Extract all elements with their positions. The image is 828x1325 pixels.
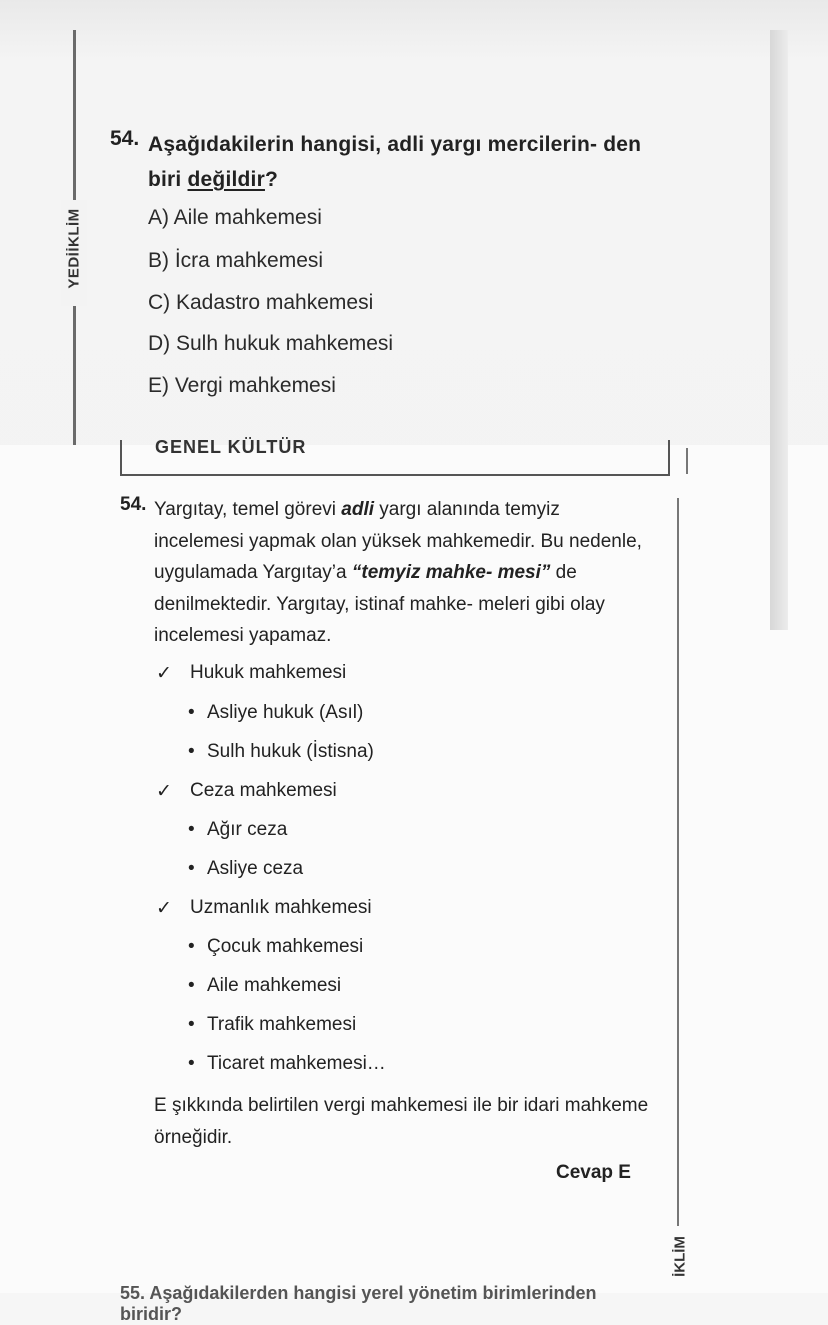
brand-side-label: YEDİİKLİM: [61, 200, 87, 306]
next-question-cutoff: 55. Aşağıdakilerden hangisi yerel yönetim birimlerinden biridir?: [120, 1283, 597, 1324]
option-b: B) İcra mahkemesi: [148, 249, 324, 272]
list-item: Sulh hukuk (İstisna): [207, 741, 374, 762]
option-d: D) Sulh hukuk mahkemesi: [148, 332, 394, 355]
section-header-box: [120, 440, 670, 476]
list-item: Asliye ceza: [207, 858, 304, 879]
option-c: C) Kadastro mahkemesi: [148, 291, 374, 314]
question-text: Aşağıdakilerin hangisi, adli yargı mercilerin- den biri değildir?: [148, 133, 642, 191]
underlined-word: değildir: [187, 168, 265, 191]
bullet-icon: •: [188, 819, 195, 840]
group-title: Hukuk mahkemesi: [190, 662, 347, 683]
list-item: Çocuk mahkemesi: [207, 936, 364, 957]
bullet-icon: •: [188, 975, 195, 996]
list-item: Trafik mahkemesi: [207, 1014, 357, 1035]
answer-number: 54.: [120, 494, 147, 515]
list-item: Ağır ceza: [207, 819, 288, 840]
option-a: A) Aile mahkemesi: [148, 206, 322, 229]
check-icon: ✓: [156, 663, 172, 684]
bullet-icon: •: [188, 1014, 195, 1035]
answer-margin-rule: [677, 498, 679, 1226]
list-item: Ticaret mahkemesi…: [207, 1053, 386, 1074]
page-edge-strip: [770, 30, 788, 630]
answer-label: Cevap E: [556, 1162, 631, 1183]
bullet-icon: •: [188, 936, 195, 957]
question-number: 54.: [110, 127, 140, 150]
group-title: Uzmanlık mahkemesi: [190, 897, 372, 918]
group-title: Ceza mahkemesi: [190, 780, 337, 801]
bullet-icon: •: [188, 858, 195, 879]
conclusion-text: E şıkkında belirtilen vergi mahkemesi ile bir idari mahkeme örneğidir.: [154, 1095, 649, 1148]
list-item: Aile mahkemesi: [207, 975, 342, 996]
bullet-icon: •: [188, 702, 195, 723]
option-e: E) Vergi mahkemesi: [148, 374, 336, 397]
brand-bottom-label: İKLİM: [671, 1236, 689, 1277]
list-item: Asliye hukuk (Asıl): [207, 702, 364, 723]
explanation-paragraph: Yargıtay, temel görevi adli yargı alanında temyiz incelemesi yapmak olan yüksek mahkemedir. Bu nedenle, uygulamada Yargıtay’a “temyiz mahke- mesi” de denilmektedir. Yargıtay, istinaf mahke- meleri gibi olay incelemesi yapamaz.: [154, 499, 642, 646]
bullet-icon: •: [188, 1053, 195, 1074]
header-tick: [686, 448, 688, 474]
section-header: GENEL KÜLTÜR: [155, 437, 307, 457]
check-icon: ✓: [156, 781, 172, 802]
check-icon: ✓: [156, 898, 172, 919]
bullet-icon: •: [188, 741, 195, 762]
